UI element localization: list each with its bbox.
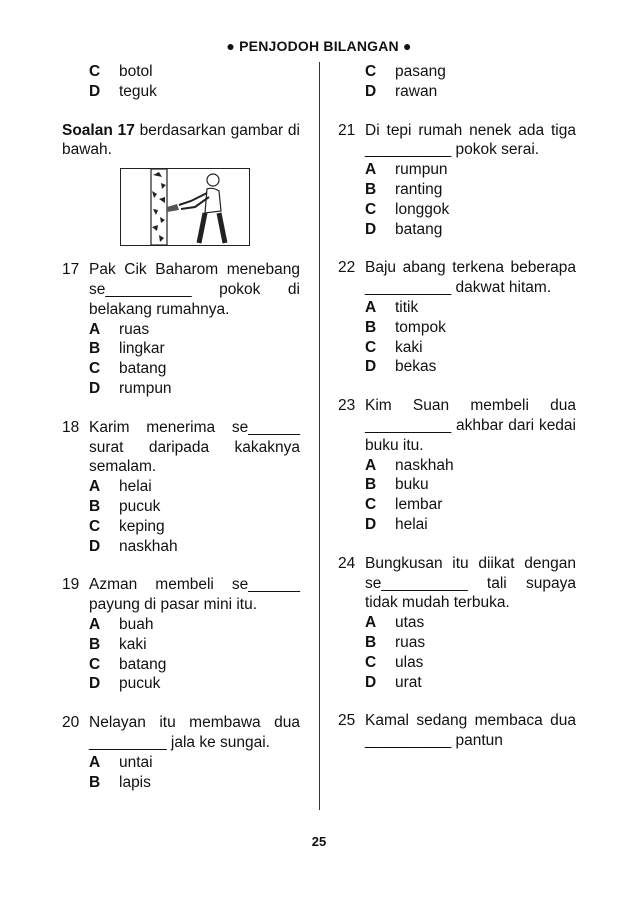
option-letter: C xyxy=(89,63,101,80)
option-c[interactable] xyxy=(89,655,300,675)
option-letter: C xyxy=(365,496,377,514)
question-17 xyxy=(62,260,300,319)
question-number: 17 xyxy=(62,261,80,279)
question-25 xyxy=(338,711,576,751)
option-b[interactable] xyxy=(89,635,300,655)
woodcutter-illustration xyxy=(120,168,250,246)
option-d[interactable] xyxy=(89,379,300,399)
option-text: urat xyxy=(395,673,422,691)
option-b[interactable] xyxy=(89,339,300,359)
option-a[interactable] xyxy=(89,477,300,497)
option-d[interactable] xyxy=(365,515,576,535)
option-letter: B xyxy=(365,476,377,494)
option-letter: B xyxy=(89,497,101,515)
option-text: buku xyxy=(395,476,429,494)
option-text: kaki xyxy=(395,338,423,356)
option-letter: D xyxy=(365,673,377,691)
option-letter: C xyxy=(365,653,377,671)
option-a[interactable] xyxy=(89,320,300,340)
question-number: 21 xyxy=(338,121,356,139)
option-text: lembar xyxy=(395,496,443,514)
intro-rest: berdasarkan gambar di bawah. xyxy=(62,121,300,159)
question-21 xyxy=(338,121,576,161)
option-letter: A xyxy=(89,320,101,338)
option-letter: D xyxy=(365,515,377,533)
option-letter: B xyxy=(89,635,101,653)
option-text: naskhah xyxy=(395,456,454,474)
intro-strong: Soalan 17 xyxy=(62,121,135,139)
question-stem: Baju abang terkena beberapa __________ dakwat hitam. xyxy=(365,259,576,297)
column-divider xyxy=(319,62,320,810)
option-d[interactable] xyxy=(365,357,576,377)
option-text: bekas xyxy=(395,358,437,376)
question-18 xyxy=(62,418,300,477)
option-b[interactable] xyxy=(89,497,300,517)
option-text: naskhah xyxy=(119,537,178,555)
option-text: tompok xyxy=(395,318,446,336)
option-letter: C xyxy=(89,655,101,673)
question-number: 20 xyxy=(62,714,80,732)
option-c[interactable] xyxy=(365,338,576,358)
right-column xyxy=(338,62,576,751)
question-stem: Di tepi rumah nenek ada tiga __________ pokok serai. xyxy=(365,121,576,159)
option-text: lingkar xyxy=(119,340,165,358)
page-number: 25 xyxy=(311,834,327,849)
option-letter: C xyxy=(89,517,101,535)
option-letter: D xyxy=(89,537,101,555)
option-text: batang xyxy=(395,220,443,238)
option-d[interactable] xyxy=(89,82,300,102)
option-letter: A xyxy=(365,161,377,179)
option-text: rumpun xyxy=(395,161,448,179)
option-text: helai xyxy=(395,515,428,533)
option-c[interactable] xyxy=(89,359,300,379)
option-c[interactable] xyxy=(365,495,576,515)
option-letter: A xyxy=(365,298,377,316)
option-text: ruas xyxy=(119,320,150,338)
option-text: ulas xyxy=(395,653,424,671)
option-letter: B xyxy=(89,773,101,791)
option-text: helai xyxy=(119,478,152,496)
question-19 xyxy=(62,575,300,615)
option-letter: D xyxy=(365,358,377,376)
question-stem: Karim menerima se______ surat daripada kakaknya semalam. xyxy=(89,418,300,476)
question-number: 19 xyxy=(62,576,80,594)
option-text: lapis xyxy=(119,773,151,791)
option-letter: A xyxy=(89,753,101,771)
option-text: batang xyxy=(119,360,167,378)
question-stem: Pak Cik Baharom menebang se__________ pokok di belakang rumahnya. xyxy=(89,261,300,318)
option-letter: B xyxy=(365,318,377,336)
option-d[interactable] xyxy=(89,674,300,694)
option-b[interactable] xyxy=(365,318,576,338)
question-number: 23 xyxy=(338,397,356,415)
option-text: rumpun xyxy=(119,379,172,397)
option-d[interactable] xyxy=(365,220,576,240)
option-text: utas xyxy=(395,614,425,632)
option-a[interactable] xyxy=(89,753,300,773)
option-letter: D xyxy=(89,379,101,397)
option-letter: C xyxy=(365,63,377,80)
question-number: 18 xyxy=(62,418,80,436)
option-letter: C xyxy=(365,338,377,356)
option-text: botol xyxy=(119,63,153,80)
option-letter: D xyxy=(365,220,377,238)
option-text: pasang xyxy=(395,63,446,80)
option-text: teguk xyxy=(119,82,157,100)
option-text: longgok xyxy=(395,200,450,218)
left-column xyxy=(62,62,300,792)
option-text: keping xyxy=(119,517,165,535)
option-letter: D xyxy=(365,82,377,100)
option-c[interactable] xyxy=(365,653,576,673)
option-c[interactable] xyxy=(89,62,300,82)
option-letter: A xyxy=(89,478,101,496)
question-stem: Bungkusan itu diikat dengan se__________ tali supaya tidak mudah terbuka. xyxy=(365,554,576,612)
option-d[interactable] xyxy=(89,537,300,557)
option-a[interactable] xyxy=(365,456,576,476)
option-d[interactable] xyxy=(365,673,576,693)
option-letter: A xyxy=(89,615,101,633)
question-stem: Kamal sedang membaca dua __________ pantun xyxy=(365,712,576,750)
option-b[interactable] xyxy=(365,633,576,653)
option-text: buah xyxy=(119,615,154,633)
question-24 xyxy=(338,554,576,613)
option-a[interactable] xyxy=(365,298,576,318)
option-letter: C xyxy=(89,360,101,378)
option-a[interactable] xyxy=(89,615,300,635)
option-text: pucuk xyxy=(119,675,161,693)
question-number: 25 xyxy=(338,712,356,730)
question-number: 24 xyxy=(338,554,356,572)
question-number: 22 xyxy=(338,259,356,277)
page-header: ● PENJODOH BILANGAN ● xyxy=(226,38,412,54)
option-letter: B xyxy=(89,340,101,358)
option-letter: B xyxy=(365,633,377,651)
option-letter: D xyxy=(89,82,101,100)
option-letter: B xyxy=(365,180,377,198)
question-stem: Kim Suan membeli dua __________ akhbar dari kedai buku itu. xyxy=(365,397,576,454)
option-b[interactable] xyxy=(89,773,300,793)
option-text: kaki xyxy=(119,635,147,653)
question-23 xyxy=(338,396,576,455)
question-22 xyxy=(338,258,576,298)
option-text: rawan xyxy=(395,82,438,100)
option-text: pucuk xyxy=(119,497,161,515)
question-20 xyxy=(62,713,300,753)
option-letter: D xyxy=(89,675,101,693)
option-c[interactable] xyxy=(365,62,576,82)
option-b[interactable] xyxy=(365,180,576,200)
option-letter: A xyxy=(365,456,377,474)
option-c[interactable] xyxy=(89,517,300,537)
option-a[interactable] xyxy=(365,613,576,633)
option-text: titik xyxy=(395,298,419,316)
option-c[interactable] xyxy=(365,200,576,220)
option-b[interactable] xyxy=(365,475,576,495)
option-text: batang xyxy=(119,655,167,673)
question-stem: Nelayan itu membawa dua _________ jala ke sungai. xyxy=(89,714,300,751)
option-text: ruas xyxy=(395,633,426,651)
question-intro xyxy=(62,121,300,161)
question-stem: Azman membeli se______ payung di pasar mini itu. xyxy=(89,576,300,614)
option-d[interactable] xyxy=(365,82,576,102)
option-letter: C xyxy=(365,200,377,218)
option-letter: A xyxy=(365,614,377,632)
option-text: untai xyxy=(119,753,153,771)
option-text: ranting xyxy=(395,180,443,198)
option-a[interactable] xyxy=(365,160,576,180)
